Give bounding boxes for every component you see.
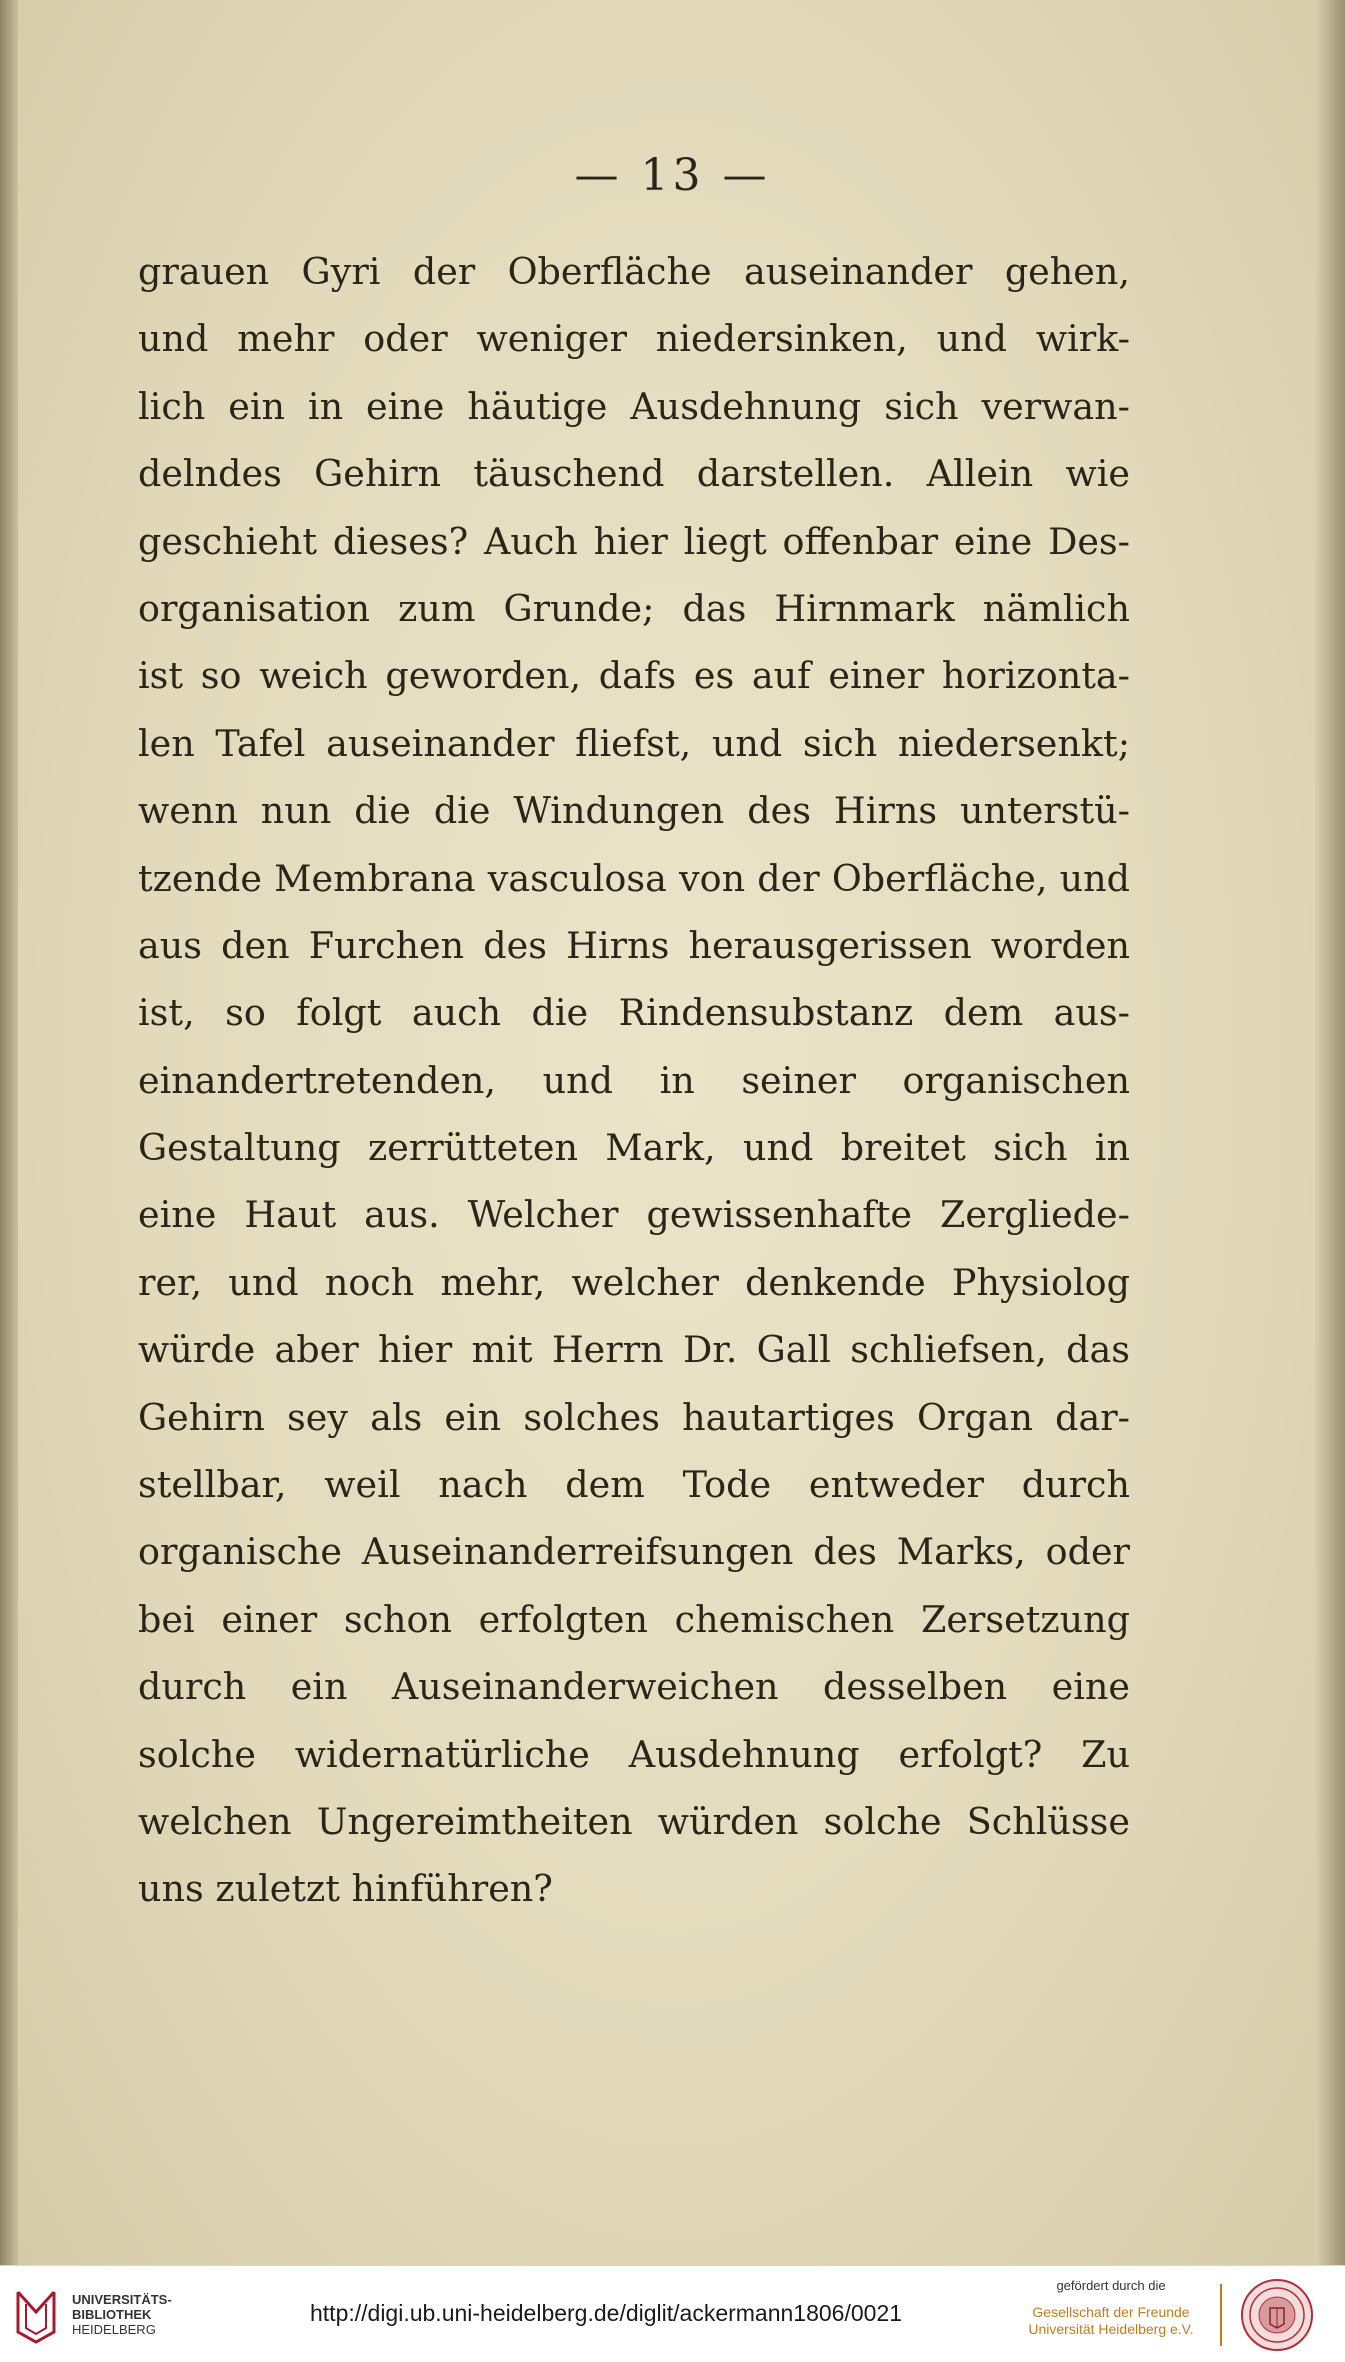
- text-line: durch ein Auseinanderweichen desselben eine: [138, 1665, 1130, 1709]
- body-text: [138, 238, 1130, 1923]
- digitization-footer: [0, 2265, 1345, 2362]
- funder-divider: [1220, 2284, 1222, 2346]
- text-line: bei einer schon erfolgten chemischen Zersetzung: [138, 1597, 1130, 1641]
- funder-name-line1: Gesellschaft der Freunde: [1032, 2304, 1190, 2320]
- text-line: organisation zum Grunde; das Hirnmark nämlich: [138, 586, 1130, 630]
- text-line: lich ein in eine häutige Ausdehnung sich verwan-: [138, 384, 1130, 428]
- library-name-line3: HEIDELBERG: [72, 2322, 156, 2337]
- text-line: eine Haut aus. Welcher gewissenhafte Zergliede-: [138, 1193, 1130, 1237]
- text-line: solche widernatürliche Ausdehnung erfolgt? Zu: [138, 1732, 1130, 1776]
- text-line: rer, und noch mehr, welcher denkende Physiolog: [138, 1260, 1130, 1304]
- funder-credit[interactable]: [1006, 2278, 1216, 2338]
- page-number: — 13 —: [574, 150, 771, 201]
- text-line: Gestaltung zerrütteten Mark, und breitet sich in: [138, 1126, 1130, 1170]
- text-line: geschieht dieses? Auch hier liegt offenbar eine Des-: [138, 519, 1130, 563]
- page-edge-right: [1315, 0, 1345, 2265]
- text-line: organische Auseinanderreifsungen des Marks, oder: [138, 1530, 1130, 1574]
- text-line: grauen Gyri der Oberfläche auseinander gehen,: [138, 250, 1130, 293]
- text-line: und mehr oder weniger niedersinken, und wirk-: [138, 317, 1130, 361]
- text-line: welchen Ungereimtheiten würden solche Schlüsse: [138, 1799, 1130, 1843]
- funder-label: gefördert durch die: [1056, 2278, 1166, 2293]
- text-line: delndes Gehirn täuschend darstellen. Allein wie: [138, 452, 1130, 496]
- funder-name-line2: Universität Heidelberg e.V.: [1028, 2321, 1194, 2337]
- ub-heidelberg-logo-icon[interactable]: [14, 2286, 58, 2346]
- text-line: tzende Membrana vasculosa von der Oberfläche, und: [138, 856, 1130, 900]
- text-line: einandertretenden, und in seiner organischen: [138, 1058, 1130, 1102]
- library-name-line1: UNIVERSITÄTS-: [72, 2292, 172, 2307]
- page-edge-left: [0, 0, 18, 2265]
- text-line: ist so weich geworden, dafs es auf einer horizonta-: [138, 654, 1130, 698]
- text-line: ist, so folgt auch die Rindensubstanz dem aus-: [138, 991, 1130, 1035]
- text-line: würde aber hier mit Herrn Dr. Gall schliefsen, das: [138, 1328, 1130, 1372]
- text-line: Gehirn sey als ein solches hautartiges Organ dar-: [138, 1395, 1130, 1439]
- library-name[interactable]: [72, 2292, 172, 2337]
- text-line: stellbar, weil nach dem Tode entweder durch: [138, 1463, 1130, 1507]
- text-line: uns zuletzt hinführen?: [138, 1867, 553, 1911]
- text-line: len Tafel auseinander fliefst, und sich niedersenkt;: [138, 721, 1130, 765]
- permalink-url[interactable]: http://digi.ub.uni-heidelberg.de/diglit/ackermann1806/0021: [310, 2300, 903, 2326]
- library-name-line2: BIBLIOTHEK: [72, 2307, 152, 2322]
- text-line: aus den Furchen des Hirns herausgerissen worden: [138, 923, 1130, 967]
- text-line: wenn nun die die Windungen des Hirns unterstü-: [138, 789, 1130, 833]
- university-seal-icon[interactable]: [1240, 2278, 1314, 2352]
